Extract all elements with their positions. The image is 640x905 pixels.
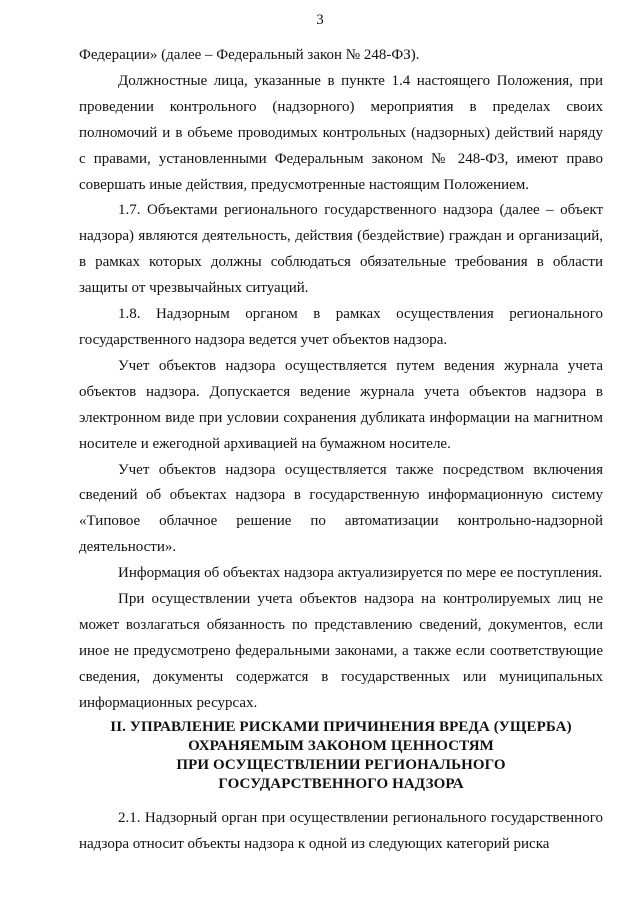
section-heading [79, 718, 603, 794]
paragraph-1-7: 1.7. Объектами регионального государственного надзора (далее – объект надзора) являются деятельность, действия (бездействие) граждан и организаций, в рамках которых должны соблюдаться обязательные требования в области защиты от чрезвычайных ситуаций. [79, 202, 603, 297]
paragraph-journal: Учет объектов надзора осуществляется путем ведения журнала учета объектов надзора. Допускается ведение журнала учета объектов надзора в электронном виде при условии сохранения дубликата информации на магнитном носителе и ежегодной архивацией на бумажном носителе. [79, 357, 603, 452]
paragraph-officials-rights: Должностные лица, указанные в пункте 1.4 настоящего Положения, при проведении контрольного (надзорного) мероприятия в пределах своих полномочий и в объеме проводимых контрольных (надзорных) действий наряду с правами, установленными Федеральным законом № 248-ФЗ, имеют право совершать иные действия, предусмотренные настоящим Положением. [79, 72, 603, 193]
section-heading-line: ОХРАНЯЕМЫМ ЗАКОНОМ ЦЕННОСТЯМ [188, 738, 494, 754]
body-text-continued [79, 806, 603, 858]
section-heading-line: ПРИ ОСУЩЕСТВЛЕНИИ РЕГИОНАЛЬНОГО [176, 757, 506, 773]
paragraph-continuation: Федерации» (далее – Федеральный закон № 248-ФЗ). [79, 47, 420, 63]
section-heading-line: ГОСУДАРСТВЕННОГО НАДЗОРА [218, 776, 464, 792]
paragraph-1-8: 1.8. Надзорным органом в рамках осуществления регионального государственного надзора ведется учет объектов надзора. [79, 306, 603, 348]
paragraph-actualization: Информация об объектах надзора актуализируется по мере ее поступления. [118, 565, 603, 582]
section-heading-line: II. УПРАВЛЕНИЕ РИСКАМИ ПРИЧИНЕНИЯ ВРЕДА (УЩЕРБА) [110, 719, 572, 735]
paragraph-gis: Учет объектов надзора осуществляется также посредством включения сведений об объектах надзора в государственную информационную систему «Типовое облачное решение по автоматизации контрольно-надзорной деятельности». [79, 461, 603, 556]
page-number: 3 [316, 12, 324, 28]
paragraph-no-obligation: При осуществлении учета объектов надзора на контролируемых лиц не может возлагаться обязанность по представлению сведений, документов, если иное не предусмотрено федеральными законами, а также если соответствующие сведения, документы содержатся в государственных или муниципальных информационных ресурсах. [79, 591, 603, 711]
body-text [79, 43, 603, 717]
paragraph-2-1: 2.1. Надзорный орган при осуществлении регионального государственного надзора относит объекты надзора к одной из следующих категорий риска [79, 810, 603, 852]
